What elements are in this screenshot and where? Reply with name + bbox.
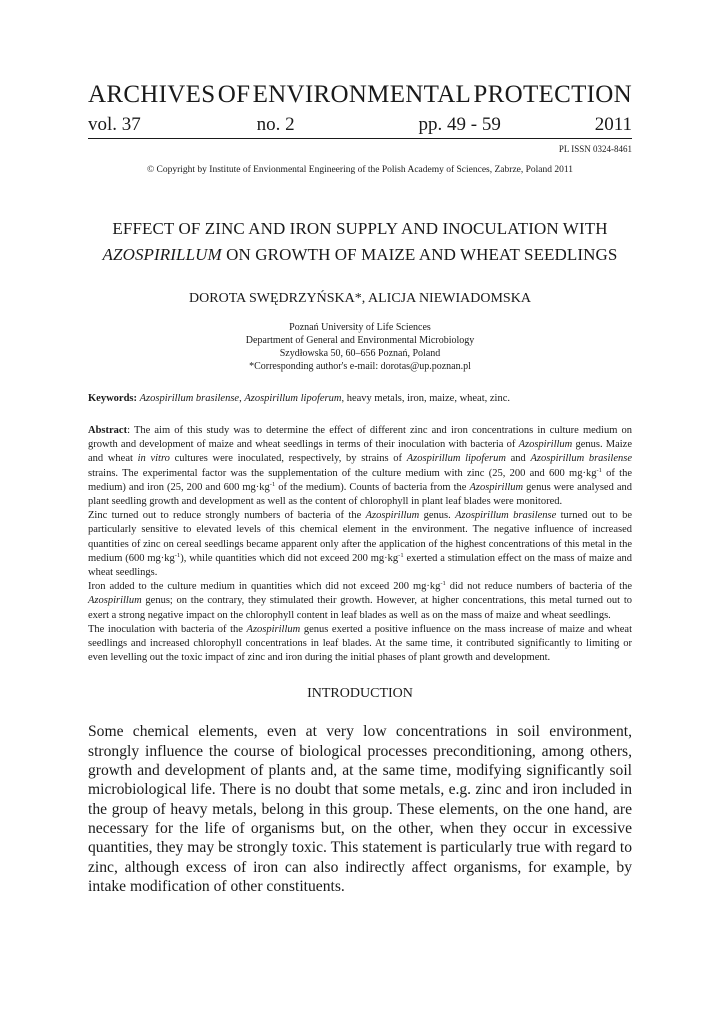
affiliation-address: Szydłowska 50, 60–656 Poznań, Poland <box>279 348 441 359</box>
unit-exponent: -1 <box>440 580 446 588</box>
abstract-paragraph <box>88 580 632 623</box>
authors: DOROTA SWĘDRZYŃSKA*, ALICJA NIEWIADOMSKA <box>189 291 531 306</box>
article-title-genus: AZOSPIRILLUM <box>102 245 222 264</box>
unit-exponent: -1 <box>269 480 276 488</box>
abstract-text: genus; on the contrary, they stimulated their growth. However, at higher concentrations, this metal turned out to exert a strong negative impact on the chlorophyll content in leaf blades as well as on the mass of maize and wheat seedlings. <box>88 595 632 621</box>
abstract-paragraph <box>88 623 632 666</box>
abstract-italic: Azospirillum brasilense <box>530 453 633 465</box>
abstract-italic: Azospirillum <box>365 510 420 522</box>
abstract-paragraph <box>88 424 632 509</box>
issue-number: no. 2 <box>256 114 295 135</box>
abstract-text: of the medium). Counts of bacteria from the <box>275 481 470 493</box>
keywords-rest: , heavy metals, iron, maize, wheat, zinc. <box>341 393 511 404</box>
unit-exponent: -1 <box>174 551 181 559</box>
abstract <box>88 424 632 665</box>
keywords-label: Keywords: <box>88 393 137 404</box>
abstract-italic: Azospirillum brasilense <box>455 510 557 522</box>
abstract-text: turned out to be particularly sensitive to elevated levels of this chemical element in the environment. The negative influence of increased quantities of zinc on cereal seedlings became apparent only after the application of the highest concentrations of this metal in the medium (600 mg·kg <box>88 510 632 564</box>
section-heading-introduction: INTRODUCTION <box>307 686 413 702</box>
volume: vol. 37 <box>88 114 141 135</box>
abstract-text: genus were analysed and plant seedling growth and development as well as the content of chlorophyll in plant leaf blades were monitored. <box>88 481 632 508</box>
unit-exponent: -1 <box>596 466 602 474</box>
article-title <box>88 216 632 268</box>
abstract-italic: Azospirillum <box>469 481 524 493</box>
abstract-text: : The aim of this study was to determine the effect of different zinc and iron concentrations in culture medium on growth and development of maize and wheat seedlings in terms of their inoculation with bacteria of <box>88 425 632 451</box>
introduction-paragraph: Some chemical elements, even at very low concentrations in soil environment, strongly influence the course of biological processes preconditioning, among others, growth and development of plants and, at the same time, modifying significantly soil microbiological life. There is no doubt that some metals, e.g. zinc and iron included in the group of heavy metals, belong in this group. These elements, on the one hand, are necessary for the life of organisms but, on the other, when they occur in excessive quantities, they may be strongly toxic. This statement is particularly true with regard to zinc, although excess of iron can also indirectly affect organisms, for example, by intake modification of other constituents. <box>88 723 632 895</box>
abstract-italic: Azospirillum <box>246 623 301 635</box>
journal-title-word: ARCHIVES <box>88 81 216 108</box>
corresponding-author-email: *Corresponding author's e-mail: dorotas@up.poznan.pl <box>249 361 471 372</box>
abstract-text: and <box>505 453 531 465</box>
journal-title-word: ENVIRONMENTAL <box>252 81 472 108</box>
unit-exponent: -1 <box>398 551 404 559</box>
abstract-text: strains. The experimental factor was the supplementation of the culture medium with zinc (25, 200 and 600 mg·kg <box>88 467 597 479</box>
keyword-species: Azospirillum lipoferum <box>244 393 342 404</box>
paper-page <box>88 80 632 896</box>
journal-title-word: OF <box>217 81 251 108</box>
article-title-line1: EFFECT OF ZINC AND IRON SUPPLY AND INOCULATION WITH <box>112 219 608 238</box>
keyword-species: Azospirillum brasilense <box>139 393 240 404</box>
page-range: pp. 49 - 59 <box>418 114 501 135</box>
abstract-text: ), while quantities which did not exceed 200 mg·kg <box>180 552 399 564</box>
abstract-italic: in vitro <box>137 453 170 465</box>
abstract-italic: Azospirillum <box>88 595 142 607</box>
abstract-italic: Azospirillum lipoferum <box>406 453 506 465</box>
abstract-label: Abstract <box>88 425 128 436</box>
abstract-text: genus exerted a positive influence on the mass increase of maize and wheat seedlings and increased chlorophyll concentrations in leaf blades. At the same time, it contributed significantly to limiting or even levelling out the toxic impact of zinc and iron during the initial phases of plant growth and development. <box>88 623 632 664</box>
abstract-text: genus. Maize and wheat <box>88 439 633 465</box>
journal-title <box>88 80 632 110</box>
abstract-text: cultures were inoculated, respectively, by strains of <box>169 453 407 465</box>
year: 2011 <box>594 114 632 135</box>
copyright-notice: © Copyright by Institute of Envionmental Engineering of the Polish Academy of Sciences, Zabrze, Poland 2011 <box>146 165 574 175</box>
abstract-text: exerted a stimulation effect on the mass of maize and wheat seedlings. <box>88 552 632 579</box>
introduction-body <box>88 722 632 896</box>
article-title-line2: ON GROWTH OF MAIZE AND WHEAT SEEDLINGS <box>221 245 618 264</box>
issn: PL ISSN 0324-8461 <box>558 144 632 154</box>
affiliation <box>88 321 632 373</box>
abstract-text: of the medium) and iron (25, 200 and 600 mg·kg <box>88 467 633 493</box>
abstract-text: genus. <box>419 510 456 522</box>
affiliation-department: Department of General and Environmental Microbiology <box>245 335 475 346</box>
journal-title-word: PROTECTION <box>473 81 632 108</box>
volume-line <box>88 114 632 139</box>
abstract-text: The inoculation with bacteria of the <box>88 623 247 635</box>
abstract-text: Zinc turned out to reduce strongly numbers of bacteria of the <box>88 510 366 522</box>
abstract-italic: Azospirillum <box>518 439 573 451</box>
abstract-paragraph <box>88 509 632 580</box>
keywords <box>88 392 632 406</box>
keyword-separator: , <box>239 393 245 404</box>
abstract-text: did not reduce numbers of bacteria of the <box>445 581 632 593</box>
abstract-text: Iron added to the culture medium in quantities which did not exceed 200 mg·kg <box>88 581 441 593</box>
affiliation-university: Poznań University of Life Sciences <box>289 322 431 333</box>
